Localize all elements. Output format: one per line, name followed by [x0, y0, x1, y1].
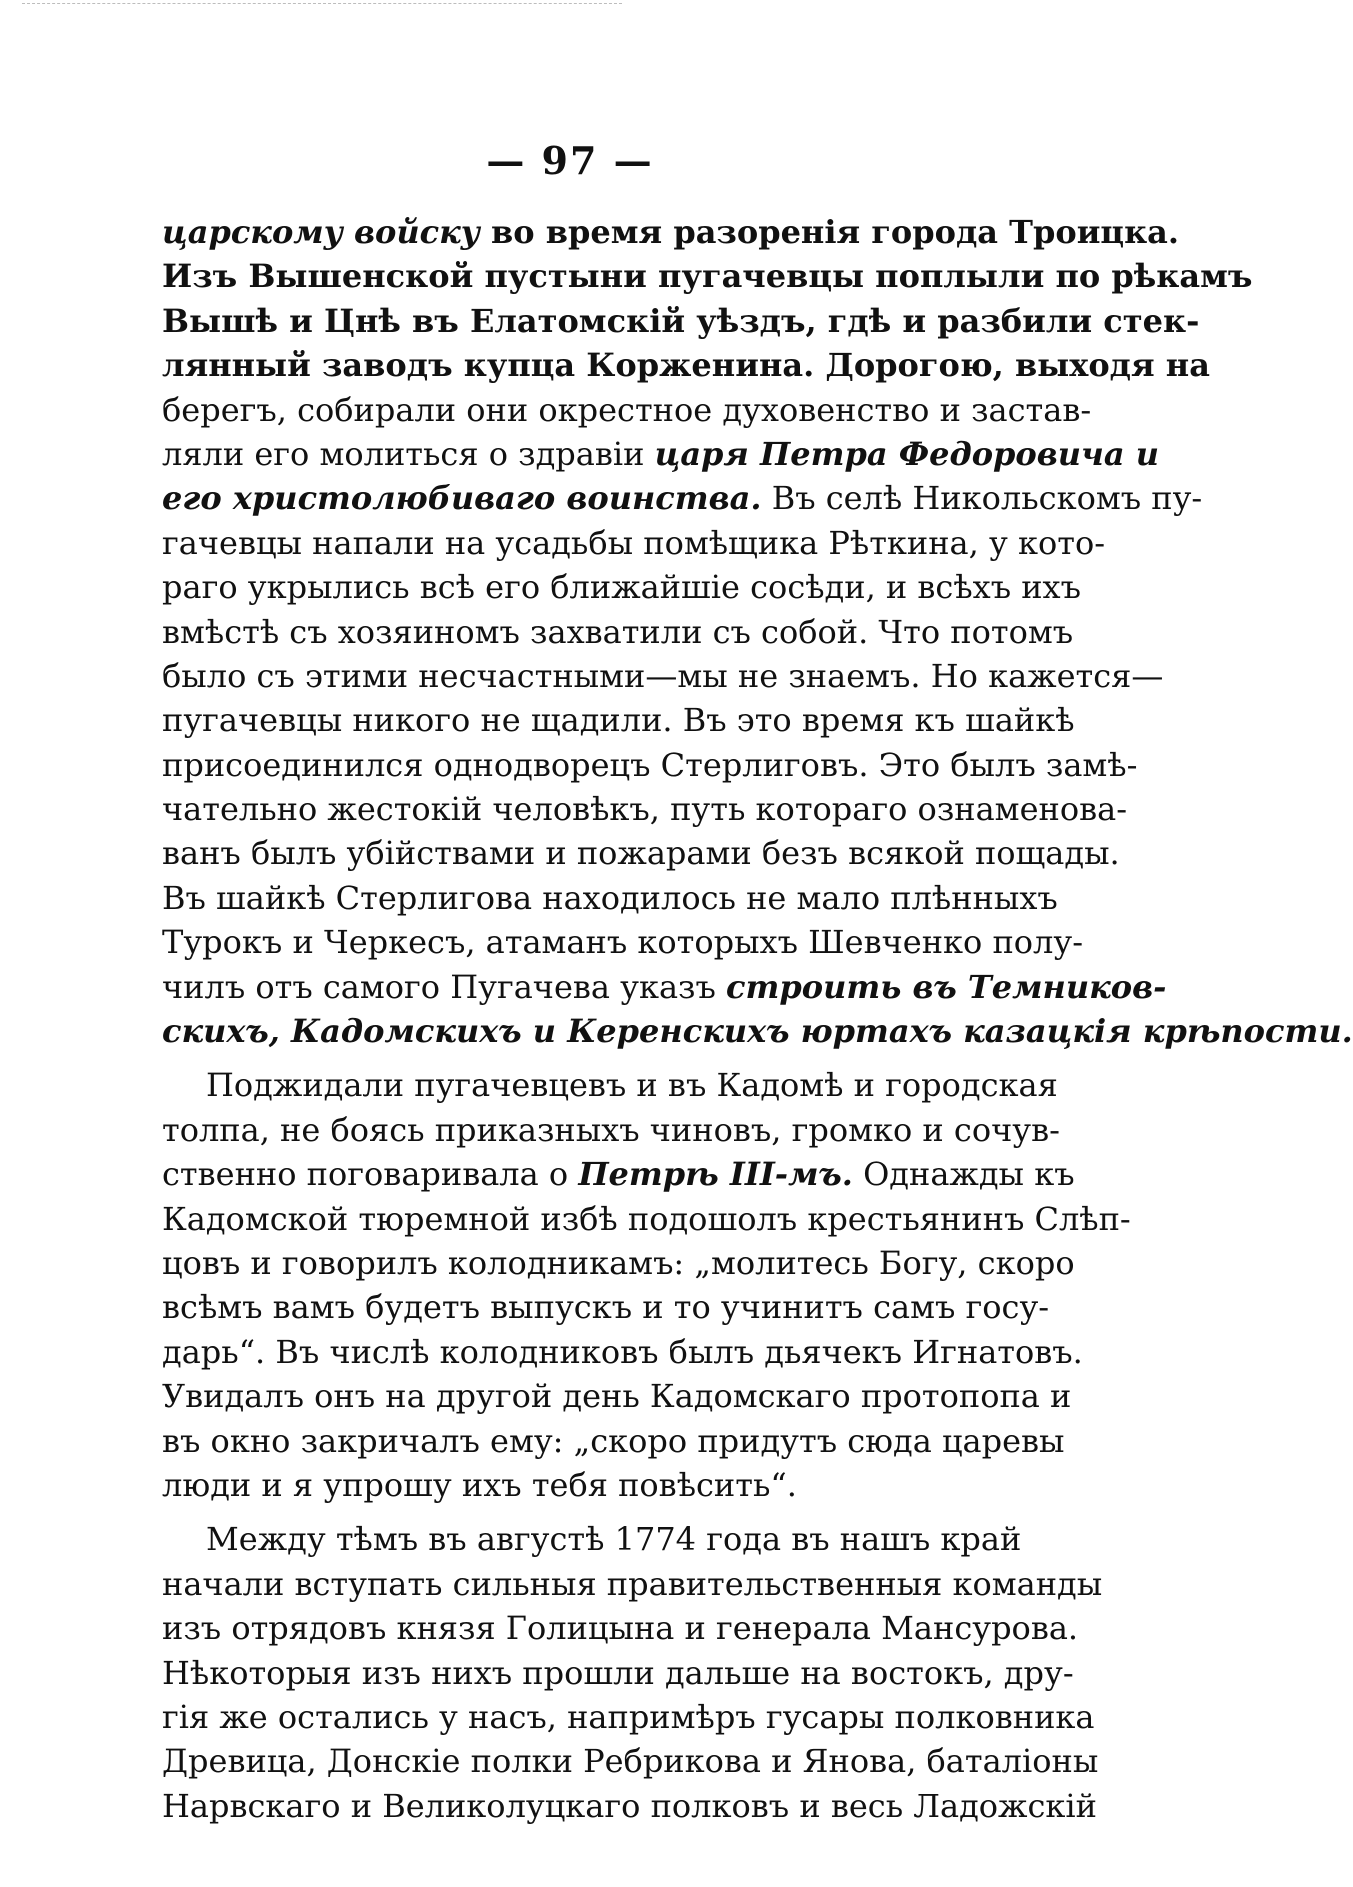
text-run: во время разоренія города Троицка. [479, 213, 1180, 251]
text-line [162, 476, 1203, 520]
text-run: пугачевцы никого не щадили. Въ это время къ шайкѣ [162, 701, 1075, 740]
text-line [162, 1606, 1079, 1650]
text-run: гачевцы напали на усадьбы помѣщика Рѣткина, у кото- [162, 523, 1106, 562]
text-run: изъ отрядовъ князя Голицына и генерала Мансурова. [162, 1609, 1079, 1648]
text-line [162, 432, 1160, 476]
text-run: вмѣстѣ съ хозяиномъ захватили съ собой. Что потомъ [162, 612, 1074, 651]
text-line [162, 210, 1180, 254]
text-run: было съ этими несчастными—мы не знаемъ. Но кажется— [162, 656, 1164, 695]
text-run: чилъ отъ самого Пугачева указъ [162, 967, 727, 1006]
text-line [162, 343, 1210, 387]
italic-emphasis: скихъ, Кадомскихъ и Керенскихъ юртахъ казацкія крѣпости. [162, 1012, 1353, 1051]
italic-emphasis: Петрѣ III-мъ. [578, 1155, 853, 1194]
text-line [162, 565, 1081, 609]
text-line [162, 1009, 1353, 1053]
text-line [162, 698, 1075, 742]
text-line [162, 1063, 1058, 1107]
text-line [162, 1695, 1095, 1739]
text-line [162, 610, 1074, 654]
text-line [162, 254, 1253, 298]
text-run: Вышѣ и Цнѣ въ Елатомскій уѣздъ, гдѣ и разбили стек- [162, 301, 1200, 340]
text-run: Нѣкоторыя изъ нихъ прошли дальше на востокъ, дру- [162, 1653, 1074, 1692]
text-run: гія же остались у насъ, напримѣръ гусары полковника [162, 1697, 1095, 1736]
text-line [162, 1517, 1022, 1561]
text-run: Въ селѣ Никольскомъ пу- [761, 479, 1203, 518]
text-line [162, 1108, 1060, 1152]
text-line [162, 1374, 1072, 1418]
body-text [162, 210, 1353, 1828]
text-line [162, 1241, 1075, 1285]
text-line [162, 1784, 1097, 1828]
text-line [162, 299, 1200, 343]
italic-emphasis: его христолюбиваго воинства. [162, 479, 762, 518]
text-line [162, 743, 1138, 787]
text-line [162, 787, 1127, 831]
text-run: лянный заводъ купца Корженина. Дорогою, выходя на [162, 346, 1210, 385]
text-line [162, 521, 1106, 565]
text-run: берегъ, собирали они окрестное духовенство и застав- [162, 390, 1092, 429]
text-run: начали вступать сильныя правительственныя команды [162, 1564, 1103, 1603]
text-run: Поджидали пугачевцевъ и въ Кадомѣ и городская [206, 1066, 1058, 1105]
paragraph-gap [162, 1507, 1017, 1517]
text-run: Между тѣмъ въ августѣ 1774 года въ нашъ край [206, 1520, 1022, 1559]
text-line [162, 654, 1164, 698]
text-run: толпа, не боясь приказныхъ чиновъ, громко и сочув- [162, 1110, 1060, 1149]
text-run: цовъ и говорилъ колодникамъ: „молитесь Богу, скоро [162, 1243, 1075, 1282]
text-run: Однажды къ [852, 1155, 1075, 1194]
text-line [162, 1419, 1065, 1463]
text-line [162, 1651, 1074, 1695]
text-run: люди и я упрошу ихъ тебя повѣсить“. [162, 1465, 797, 1504]
text-run: Въ шайкѣ Стерлигова находилось не мало плѣнныхъ [162, 878, 1058, 917]
text-run: чательно жестокій человѣкъ, путь котораго ознаменова- [162, 790, 1127, 829]
text-line [162, 1285, 1050, 1329]
text-run: Изъ Вышенской пустыни пугачевцы поплыли по рѣкамъ [162, 257, 1253, 296]
text-run: всѣмъ вамъ будетъ выпускъ и то учинитъ самъ госу- [162, 1288, 1050, 1327]
italic-emphasis: царскому войску [162, 213, 480, 251]
paragraph-gap [162, 1053, 1017, 1063]
text-line [162, 1330, 1083, 1374]
text-line [162, 388, 1092, 432]
text-line [162, 876, 1058, 920]
text-line [162, 831, 1120, 875]
italic-emphasis: царя Петра Федоровича и [654, 434, 1160, 473]
text-line [162, 1197, 1131, 1241]
text-run: ственно поговаривала о [162, 1155, 579, 1194]
text-run: Турокъ и Черкесъ, атаманъ которыхъ Шевченко полу- [162, 923, 1084, 962]
top-edge-rule [22, 3, 622, 4]
text-line [162, 1152, 1075, 1196]
text-run: Древица, Донскіе полки Ребрикова и Янова, баталіоны [162, 1742, 1099, 1781]
text-run: присоединился однодворецъ Стерлиговъ. Это былъ замѣ- [162, 745, 1138, 784]
text-run: ванъ былъ убійствами и пожарами безъ всякой пощады. [162, 834, 1120, 873]
text-line [162, 965, 1167, 1009]
page-number: — 97 — [486, 138, 654, 183]
text-line [162, 920, 1084, 964]
italic-emphasis: строить въ Темников- [726, 967, 1167, 1006]
text-line [162, 1463, 1017, 1507]
text-run: Нарвскаго и Великолуцкаго полковъ и весь Ладожскій [162, 1786, 1097, 1825]
text-run: раго укрылись всѣ его ближайшіе сосѣди, и всѣхъ ихъ [162, 568, 1081, 607]
text-run: ляли его молиться о здравіи [162, 434, 655, 473]
text-run: въ окно закричалъ ему: „скоро придутъ сюда царевы [162, 1421, 1065, 1460]
text-run: дарь“. Въ числѣ колодниковъ былъ дьячекъ Игнатовъ. [162, 1332, 1083, 1371]
text-line [162, 1562, 1103, 1606]
text-line [162, 1739, 1099, 1783]
text-run: Кадомской тюремной избѣ подошолъ крестьянинъ Слѣп- [162, 1199, 1131, 1238]
text-run: Увидалъ онъ на другой день Кадомскаго протопопа и [162, 1377, 1072, 1416]
